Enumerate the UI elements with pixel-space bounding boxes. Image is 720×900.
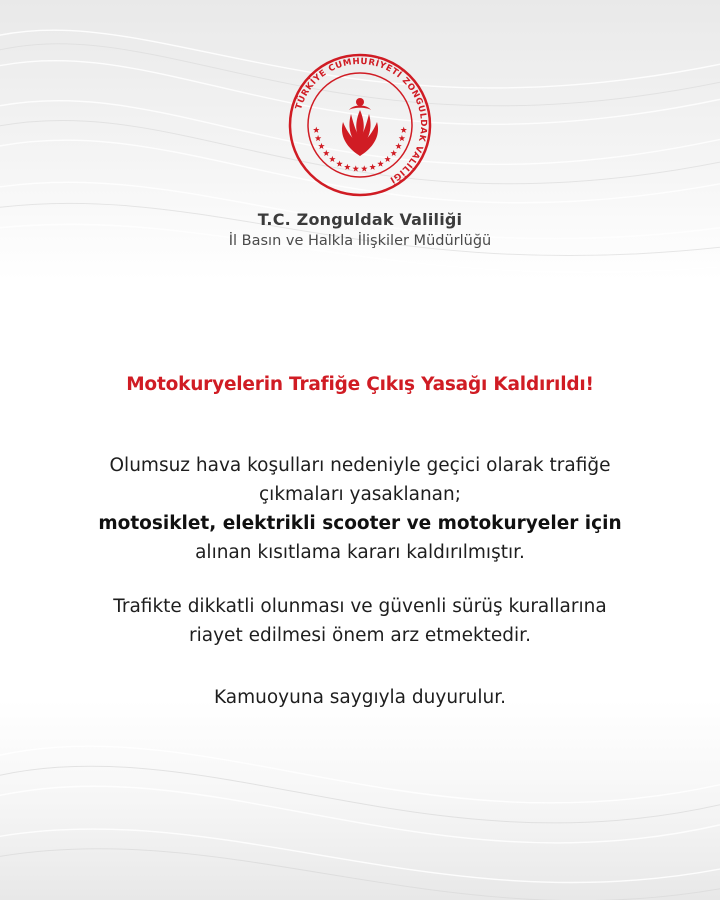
seal-ring-text: TÜRKİYE CUMHURİYETİ ZONGULDAK VALİLİĞİ [294,56,429,185]
seal-star [384,156,390,162]
announcement-closing: Kamuoyuna saygıyla duyurulur. [213,687,507,708]
seal-star [336,161,342,167]
government-seal-icon [287,52,433,198]
paragraph-1-bold-line: motosiklet, elektrikli scooter ve motokuryeler için [98,513,622,534]
seal-star [315,135,321,141]
paragraph-2-line-1: Trafikte dikkatli olunması ve güvenli sürüş kurallarına [113,596,607,617]
seal-star [361,165,367,171]
announcement-paragraph-1 [40,451,680,567]
seal-star [329,156,335,162]
seal-star [313,127,319,133]
seal-star [390,150,396,156]
paragraph-1-line-4: alınan kısıtlama kararı kaldırılmıştır. [195,542,525,563]
paragraph-1-line-2: çıkmaları yasaklanan; [259,484,461,505]
announcement-title: Motokuryelerin Trafiğe Çıkış Yasağı Kaldırıldı! [126,374,594,395]
paragraph-2-line-2: riayet edilmesi önem arz etmektedir. [189,625,531,646]
seal-star [318,143,324,149]
seal-star [400,127,406,133]
seal-star [344,164,350,170]
seal-star [395,143,401,149]
seal-star [369,164,375,170]
announcement-paragraph-2 [40,592,680,650]
organization-name: T.C. Zonguldak Valiliği [257,210,463,229]
seal-star [399,135,405,141]
paragraph-1-line-1: Olumsuz hava koşulları nedeniyle geçici olarak trafiğe [109,455,611,476]
seal-star [323,150,329,156]
seal-star [377,161,383,167]
seal-star [353,165,359,171]
department-name: İl Basın ve Halkla İlişkiler Müdürlüğü [228,233,492,249]
